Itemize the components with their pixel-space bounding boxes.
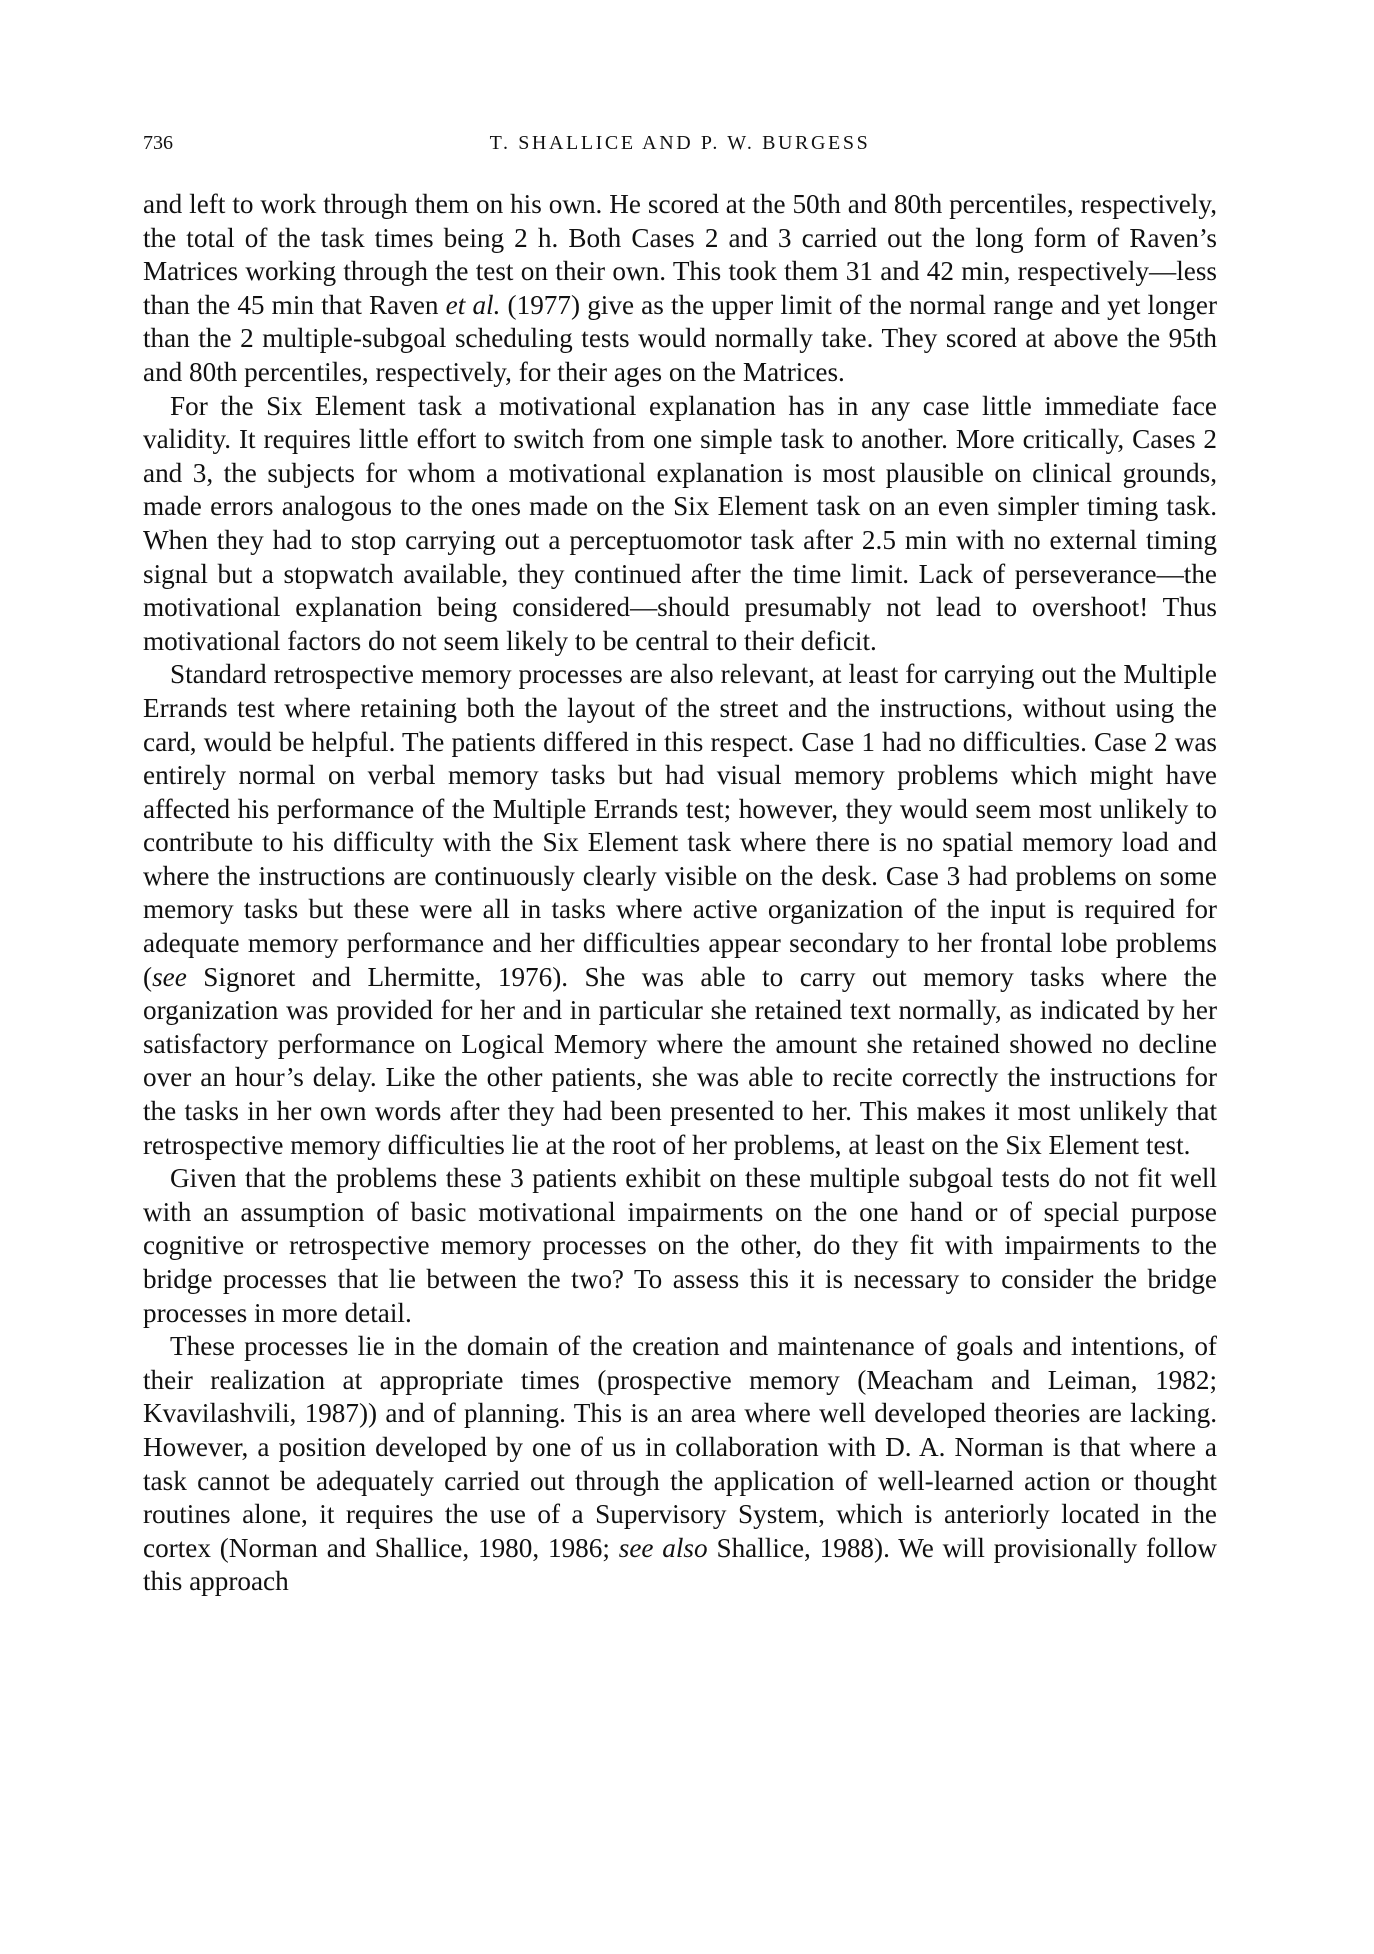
paragraph-1 [143,188,1217,390]
running-head [143,128,1217,158]
body-text [143,188,1217,1599]
paragraph-5-text-b: Shallice, 1988). We will provisionally follow this approach [143,1532,1217,1597]
paragraph-3-text-b: Signoret and Lhermitte, 1976). She was able to carry out memory tasks where the organization was provided for her and in particular she retained text normally, as indicated by her satisfactory performance on Logical Memory where the amount she retained showed no decline over an hour’s delay. Like the other patients, she was able to recite correctly the instructions for the tasks in her own words after they had been presented to her. This makes it most unlikely that retrospective memory difficulties lie at the root of her problems, at least on the Six Element test. [143,961,1217,1160]
paragraph-5 [143,1330,1217,1599]
paragraph-3-text-a: Standard retrospective memory processes are also relevant, at least for carrying out the Multiple Errands test where retaining both the layout of the street and the instructions, without using the card, would be helpful. The patients differed in this respect. Case 1 had no difficulties. Case 2 was entirely normal on verbal memory tasks but had visual memory problems which might have affected his performance of the Multiple Errands test; however, they would seem most unlikely to contribute to his difficulty with the Six Element task where there is no spatial memory load and where the instructions are continuously clearly visible on the desk. Case 3 had problems on some memory tasks but these were all in tasks where active organization of the input is required for adequate memory performance and her difficulties appear secondary to her frontal lobe problems ( [143,659,1217,992]
paragraph-5-text-a: These processes lie in the domain of the creation and maintenance of goals and intentions, of their realization at appropriate times (prospective memory (Meacham and Leiman, 1982; Kvavilashvili, 1987)) and of planning. This is an area where well developed theories are lacking. However, a position developed by one of us in collaboration with D. A. Norman is that where a task cannot be adequately carried out through the application of well-learned action or thought routines alone, it requires the use of a Supervisory System, which is anteriorly located in the cortex (Norman and Shallice, 1980, 1986; [143,1331,1217,1563]
see-also-italic: see also [618,1532,708,1563]
paragraph-4: Given that the problems these 3 patients exhibit on these multiple subgoal tests do not fit well with an assumption of basic motivational impairments on the one hand or of special purpose cognitive or retrospective memory processes on the other, do they fit with impairments to the bridge processes that lie between the two? To assess this it is necessary to consider the bridge processes in more detail. [143,1163,1217,1328]
page-number: 736 [143,132,173,154]
paragraph-2: For the Six Element task a motivational explanation has in any case little immediate face validity. It requires little effort to switch from one simple task to another. More critically, Cases 2 and 3, the subjects for whom a motivational explanation is most plausible on clinical grounds, made errors analogous to the ones made on the Six Element task on an even simpler timing task. When they had to stop carrying out a perceptuomotor task after 2.5 min with no external timing signal but a stopwatch available, they continued after the time limit. Lack of perseverance—the motivational explanation being considered—should presumably not lead to overshoot! Thus motivational factors do not seem likely to be central to their deficit. [143,390,1217,656]
see-italic: see [152,961,187,992]
et-al-italic: et al. [445,289,501,320]
paragraph-3 [143,658,1217,1162]
paragraph-1-text-a: and left to work through them on his own. He scored at the 50th and 80th percentiles, respectively, the total of the task times being 2 h. Both Cases 2 and 3 carried out the long form of Raven’s Matrices working through the test on their own. This took them 31 and 42 min, respectively—less than the 45 min that Raven [143,189,1217,320]
running-title: T. SHALLICE AND P. W. BURGESS [489,132,871,154]
paragraph-1-text-b: (1977) give as the upper limit of the normal range and yet longer than the 2 multiple-subgoal scheduling tests would normally take. They scored at above the 95th and 80th percentiles, respectively, for their ages on the Matrices. [143,289,1218,387]
